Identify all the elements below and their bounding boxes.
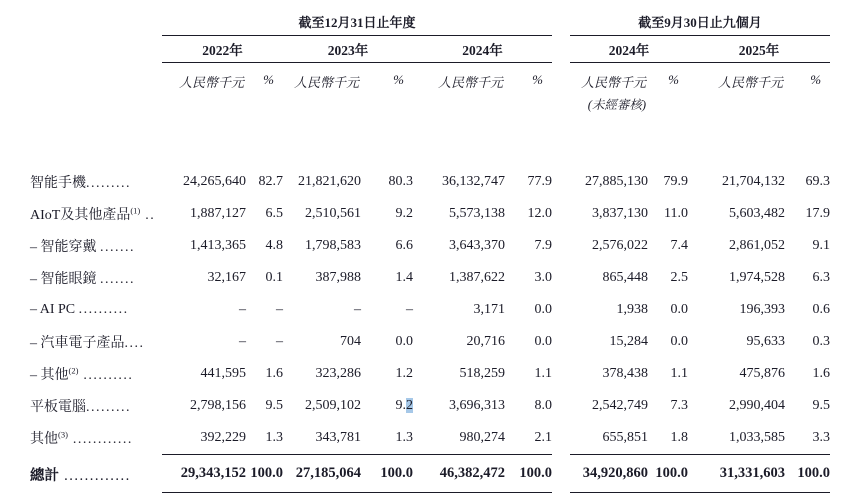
amount-cell: 3,171 <box>473 302 505 317</box>
percent-cell: 2.1 <box>505 422 552 455</box>
amount-cell: 196,393 <box>739 302 786 317</box>
leader-dots: ............ <box>67 432 133 448</box>
unaudited-note: (未經審核) <box>587 98 647 112</box>
percent-cell: 6.5 <box>265 206 283 221</box>
column-gap <box>552 198 570 230</box>
row-label <box>30 390 162 422</box>
row-label-text: AIoT及其他產品 <box>30 208 131 223</box>
column-gap <box>552 294 570 326</box>
amount-cell: 24,265,640 <box>183 174 246 189</box>
amount-cell: 2,509,102 <box>305 398 361 413</box>
table-row <box>30 390 830 422</box>
year-2024-9m: 2024年 <box>570 36 688 63</box>
table-row <box>30 326 830 358</box>
amount-cell: 387,988 <box>315 270 361 285</box>
row-label <box>30 262 162 294</box>
percent-cell: 9.1 <box>812 238 831 253</box>
percent-cell: 0.0 <box>670 302 689 317</box>
amount-cell: 2,576,022 <box>592 238 649 253</box>
percent-cell: 0.0 <box>534 302 553 317</box>
column-gap <box>552 230 570 262</box>
percent-cell: 1.2 <box>395 366 413 381</box>
column-gap <box>552 36 570 63</box>
leader-dots: ....... <box>100 240 135 255</box>
amount-cell: 3,696,313 <box>449 398 505 413</box>
leader-dots: ....... <box>100 272 135 287</box>
table-row <box>30 166 830 198</box>
group-header-row <box>30 8 830 36</box>
table-row <box>30 294 830 326</box>
leader-dots: ............. <box>59 467 131 484</box>
column-gap <box>552 422 570 455</box>
row-label-text: 其他 <box>30 432 58 448</box>
leader-dots: .... <box>124 336 145 351</box>
percent-cell: 12.0 <box>527 206 553 221</box>
row-label <box>30 166 162 198</box>
amount-cell: 3,837,130 <box>592 206 649 221</box>
percent-cell: 11.0 <box>664 206 689 221</box>
amount-cell: 2,798,156 <box>190 398 246 413</box>
footnote-marker: (3) <box>58 429 68 440</box>
amount-cell: – <box>239 302 246 317</box>
revenue-breakdown-table <box>30 8 830 493</box>
subheader-percent-2024-9m: % <box>668 72 680 87</box>
percent-cell: 80.3 <box>388 174 413 189</box>
amount-cell: 392,229 <box>162 422 246 455</box>
subheader-amount-label: 人民幣千元 <box>581 75 647 90</box>
amount-cell: 378,438 <box>602 366 649 381</box>
percent-cell: 1.1 <box>534 366 553 381</box>
amount-cell: 21,821,620 <box>298 174 361 189</box>
amount-cell: 5,603,482 <box>729 206 786 221</box>
row-label <box>30 294 162 326</box>
percent-cell: 9.5 <box>265 398 283 413</box>
amount-cell: 343,781 <box>283 422 361 455</box>
percent-cell: 82.7 <box>258 174 283 189</box>
spacer-cell <box>30 63 162 167</box>
percent-cell: 7.9 <box>534 238 553 253</box>
amount-cell: – <box>354 302 361 317</box>
amount-cell: 20,716 <box>466 334 505 349</box>
spacer-cell <box>30 36 162 63</box>
amount-cell: 704 <box>340 334 361 349</box>
amount-cell: 1,413,365 <box>190 238 246 253</box>
amount-cell: 46,382,472 <box>413 455 505 493</box>
total-row <box>30 455 830 493</box>
percent-cell: 3.3 <box>785 422 830 455</box>
row-label-text: – 智能眼鏡 <box>30 272 100 287</box>
percent-cell: 1.6 <box>812 366 831 381</box>
footnote-marker: (2) <box>68 365 79 376</box>
amount-cell: 29,343,152 <box>162 455 246 493</box>
row-label-text: 平板電腦 <box>30 400 86 415</box>
amount-cell: 27,185,064 <box>283 455 361 493</box>
amount-cell: 21,704,132 <box>722 174 786 189</box>
amount-cell: 518,259 <box>459 366 505 381</box>
percent-cell: 9.5 <box>812 398 831 413</box>
row-label-text: – 汽車電子產品 <box>30 336 125 351</box>
column-gap <box>552 358 570 390</box>
amount-cell: 31,331,603 <box>688 455 785 493</box>
percent-cell: 1.3 <box>361 422 413 455</box>
group-title-nine-months: 截至9月30日止九個月 <box>570 8 830 36</box>
table-row <box>30 422 830 455</box>
percent-cell: 1.4 <box>395 270 413 285</box>
amount-cell: 2,861,052 <box>729 238 786 253</box>
text-selection-highlight: 2 <box>406 398 413 413</box>
amount-cell: 2,990,404 <box>729 398 786 413</box>
percent-cell: 100.0 <box>505 455 552 493</box>
amount-cell: 1,798,583 <box>305 238 361 253</box>
year-2022: 2022年 <box>162 36 283 63</box>
year-2023: 2023年 <box>283 36 413 63</box>
percent-cell: – <box>276 334 283 349</box>
percent-cell: – <box>276 302 283 317</box>
row-label-text: 總計 <box>30 467 59 484</box>
percent-cell: 100.0 <box>785 455 830 493</box>
group-title-annual: 截至12月31日止年度 <box>162 8 552 36</box>
percent-cell: 1.6 <box>265 366 283 381</box>
row-label <box>30 455 162 493</box>
percent-cell: 9.2 <box>395 398 413 413</box>
subheader-amount-2023: 人民幣千元 <box>293 75 359 90</box>
column-gap <box>552 326 570 358</box>
percent-cell: 0.1 <box>265 270 283 285</box>
row-label <box>30 358 162 390</box>
amount-cell: 475,876 <box>739 366 786 381</box>
percent-cell: 0.0 <box>395 334 413 349</box>
amount-cell: 1,033,585 <box>688 422 785 455</box>
amount-cell: 5,573,138 <box>449 206 505 221</box>
percent-cell: 17.9 <box>805 206 831 221</box>
subheader-amount-2024-9m <box>570 63 648 167</box>
amount-cell: 323,286 <box>315 366 361 381</box>
leader-dots: ......... <box>86 176 131 191</box>
percent-cell: 7.3 <box>670 398 689 413</box>
column-gap <box>552 455 570 493</box>
percent-cell: 0.6 <box>812 302 831 317</box>
amount-cell: 441,595 <box>200 366 246 381</box>
amount-cell: 1,974,528 <box>729 270 786 285</box>
amount-cell: 36,132,747 <box>442 174 505 189</box>
subheader-amount-2024: 人民幣千元 <box>437 75 503 90</box>
table-row <box>30 358 830 390</box>
percent-cell: 0.0 <box>534 334 553 349</box>
percent-cell: 7.4 <box>670 238 689 253</box>
row-label-text: – 其他 <box>30 368 69 383</box>
row-label <box>30 198 162 230</box>
row-label-text: 智能手機 <box>30 176 86 191</box>
amount-cell: 95,633 <box>746 334 786 349</box>
subheader-row <box>30 63 830 167</box>
amount-cell: 15,284 <box>609 334 649 349</box>
year-header-row <box>30 36 830 63</box>
percent-cell: 69.3 <box>805 174 831 189</box>
column-gap <box>552 8 570 36</box>
year-2025-9m: 2025年 <box>688 36 830 63</box>
percent-cell: – <box>406 302 413 317</box>
subheader-percent-2022: % <box>263 72 274 87</box>
table-row <box>30 198 830 230</box>
amount-cell: 3,643,370 <box>449 238 505 253</box>
row-label <box>30 422 162 455</box>
amount-cell: 1,887,127 <box>190 206 246 221</box>
amount-cell: 34,920,860 <box>570 455 648 493</box>
amount-cell: 1,938 <box>616 302 649 317</box>
amount-cell: 865,448 <box>602 270 649 285</box>
column-gap <box>552 262 570 294</box>
table-row <box>30 262 830 294</box>
percent-cell: 77.9 <box>527 174 553 189</box>
percent-cell: 3.0 <box>534 270 553 285</box>
footnote-marker: (1) <box>130 205 141 216</box>
amount-cell: 32,167 <box>207 270 246 285</box>
percent-cell: 100.0 <box>361 455 413 493</box>
percent-cell: 79.9 <box>663 174 689 189</box>
percent-cell: 1.8 <box>648 422 688 455</box>
leader-dots: .......... <box>78 302 129 317</box>
percent-cell: 6.6 <box>395 238 413 253</box>
amount-cell: 980,274 <box>413 422 505 455</box>
percent-cell: 2.5 <box>670 270 689 285</box>
leader-dots: ......... <box>86 400 131 415</box>
amount-cell: – <box>239 334 246 349</box>
percent-cell: 6.3 <box>812 270 831 285</box>
subheader-amount-2025-9m: 人民幣千元 <box>718 75 784 90</box>
column-gap <box>552 63 570 167</box>
percent-cell: 0.3 <box>812 334 831 349</box>
percent-cell: 8.0 <box>534 398 553 413</box>
subheader-amount-2022: 人民幣千元 <box>178 75 244 90</box>
subheader-percent-2023: % <box>393 72 404 87</box>
column-gap <box>552 166 570 198</box>
leader-dots: .......... <box>78 368 134 383</box>
percent-cell: 100.0 <box>246 455 283 493</box>
row-label-text: – 智能穿戴 <box>30 240 100 255</box>
table-row <box>30 230 830 262</box>
percent-cell: 9.2 <box>395 206 413 221</box>
leader-dots: .. <box>140 208 156 223</box>
percent-cell: 1.1 <box>670 366 689 381</box>
amount-cell: 1,387,622 <box>449 270 505 285</box>
subheader-percent-2025-9m: % <box>810 72 822 87</box>
percent-cell: 4.8 <box>265 238 283 253</box>
amount-cell: 655,851 <box>570 422 648 455</box>
row-label <box>30 326 162 358</box>
year-2024: 2024年 <box>413 36 552 63</box>
amount-cell: 2,542,749 <box>592 398 649 413</box>
amount-cell: 27,885,130 <box>585 174 649 189</box>
subheader-percent-2024: % <box>532 72 544 87</box>
percent-cell: 100.0 <box>648 455 688 493</box>
amount-cell: 2,510,561 <box>305 206 361 221</box>
table-body <box>30 166 830 493</box>
column-gap <box>552 390 570 422</box>
percent-cell: 0.0 <box>670 334 689 349</box>
percent-cell: 1.3 <box>246 422 283 455</box>
row-label-text: – AI PC <box>30 302 79 317</box>
spacer-cell <box>30 8 162 36</box>
row-label <box>30 230 162 262</box>
